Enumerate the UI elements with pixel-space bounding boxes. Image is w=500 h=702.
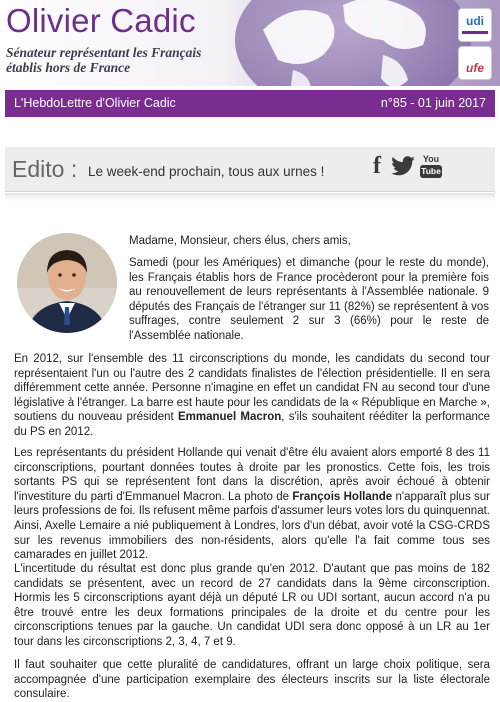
newsletter-title: Olivier Cadic — [6, 2, 196, 39]
udi-logo-text: udi — [466, 14, 484, 28]
article-paragraph-2 — [14, 352, 490, 440]
udi-logo[interactable] — [458, 8, 492, 42]
newsletter-name: L'HebdoLettre d'Olivier Cadic — [14, 96, 176, 110]
article-paragraph-1: Samedi (pour les Amériques) et dimanche (pour le reste du monde), les Français établis hors de France procèderont pour la première fois au renouvellement de leurs représentants à l'Assemblée nationale. 9 députés des Français de l'étranger sur 11 (82%) se représentent à vos suffrages, contre seulement 2 sur 3 (66%) pour le reste de l'Assemblée nationale. — [129, 257, 489, 342]
macron-name: Emmanuel Macron — [177, 411, 282, 424]
article-paragraph-5: Il faut souhaiter que cette pluralité de candidatures, offrant un large choix politique, sera accompagnée d'une participation exemplaire des électeurs inscrits sur la liste électorale consulaire. — [14, 659, 490, 701]
edito-headline: Le week-end prochain, tous aux urnes ! — [88, 164, 325, 179]
udi-logo-stripe — [462, 31, 488, 34]
newsletter-bar — [5, 90, 495, 117]
twitter-icon[interactable] — [390, 154, 416, 178]
edito-label: Edito : — [12, 156, 78, 182]
youtube-icon-tube: Tube — [421, 166, 441, 176]
p3-text-b: n'apparaît plus sur leurs professions de foi. Ils refusent même parfois d'assumer leurs votes lors du quinquennat. Ainsi, Axelle Lemaire a nié publiquement à Londres, lors d'un débat, avoir voté la CSG-CRDS sur les revenus immobiliers des non-résidents, alors qu'elle l'a fait comme tous ses camarades en juillet 2012. — [14, 490, 490, 562]
newsletter-header — [0, 0, 500, 86]
edito-banner — [5, 147, 495, 192]
article-paragraph-4: L'incertitude du résultat est donc plus grande qu'en 2012. D'autant que pas moins de 182 candidats se présentent, avec un record de 27 candidats dans la 9ème circonscription. Hormis les 5 circonscriptions ayant déjà un député LR ou UDI sortant, aucun accord n'a pu être trouvé entre les deux formations principales de la droite et du centre pour les circonscriptions tenues par la gauche. Un candidat UDI sera donc opposé à un LR au 1er tour dans les circonscriptions 2, 3, 4, 7 et 9. — [14, 563, 490, 648]
p2-text-a: En 2012, sur l'ensemble des 11 circonscriptions du monde, les candidats du second tour représentaient l'un ou l'autre des 2 candidats finalistes de l'élection présidentielle. Il en sera différemment cette année. Personne n'imagine en effet un candidat FN au second tour d'une législative à l'étranger. La barre est haute pour les candidats de la « République en Marche », soutiens du nouveau président — [14, 353, 490, 424]
ufe-logo[interactable] — [458, 46, 492, 80]
youtube-icon-you: You — [422, 154, 440, 164]
youtube-icon[interactable] — [420, 154, 442, 178]
author-photo — [17, 233, 117, 333]
issue-date: n°85 - 01 juin 2017 — [380, 96, 486, 110]
edito-shadow — [5, 193, 495, 201]
world-globe-image — [233, 0, 473, 86]
facebook-icon[interactable]: f — [373, 153, 381, 179]
ufe-logo-text: ufe — [466, 61, 484, 75]
hollande-name: François Hollande — [292, 490, 393, 503]
p3-text-a: Les représentants du président Hollande qui venait d'être élu avaient alors emporté 8 des 11 circonscriptions, pourtant données toutes à droite par les pronostics. Cette fois, les trois sortants PS qui se représentent font dans la discrétion, après avoir échoué à obtenir l'investiture du parti d'Emmanuel Macron. La photo de — [14, 447, 490, 503]
article-paragraph-3 — [14, 446, 490, 563]
p2-text-b: , s'ils souhaitent rééditer la performance du PS en 2012. — [14, 411, 491, 438]
newsletter-subtitle: Sénateur représentant les Français établis hors de France — [6, 45, 202, 75]
greeting: Madame, Monsieur, chers élus, chers amis, — [129, 235, 351, 247]
